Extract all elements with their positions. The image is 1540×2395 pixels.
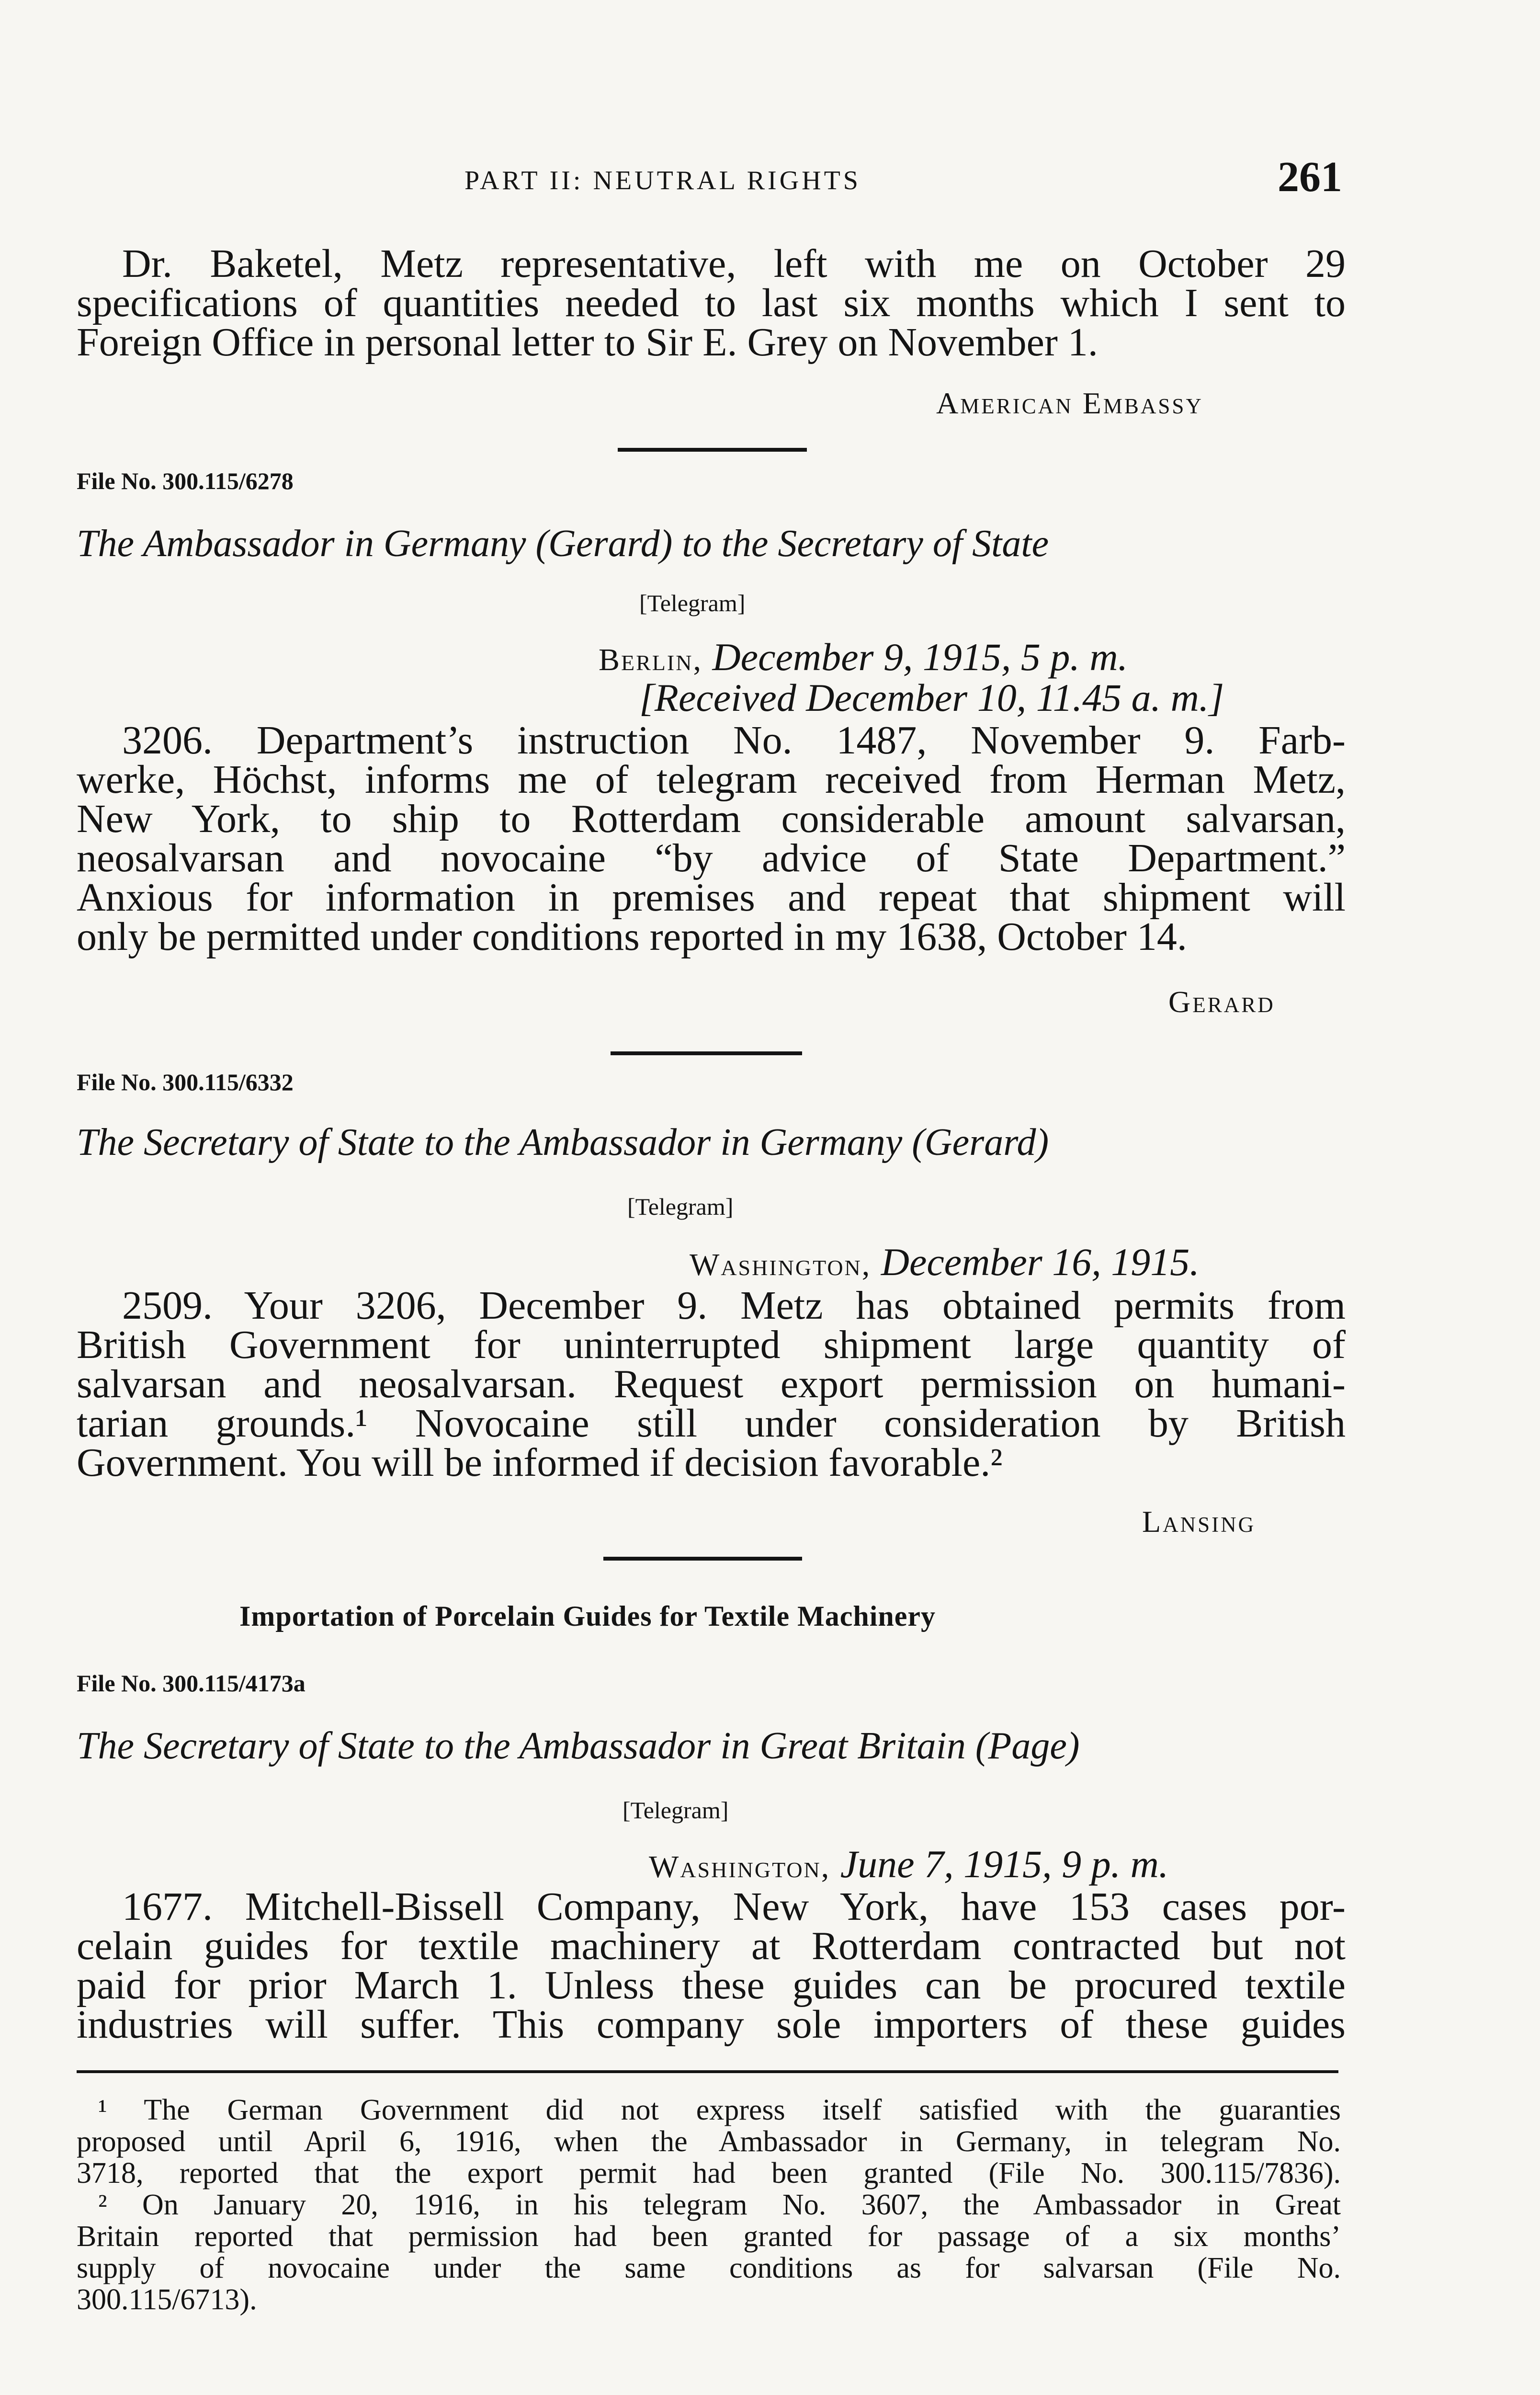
footnote-line: ¹ The German Government did not express itself satisfied with the guaranties <box>98 2094 1341 2126</box>
document-title: The Secretary of State to the Ambassador in Germany (Gerard) <box>77 1121 1049 1163</box>
telegram-label: [Telegram] <box>623 1797 729 1824</box>
file-number: File No. 300.115/4173a <box>77 1670 306 1697</box>
footnote-line: supply of novocaine under the same conditions as for salvarsan (File No. <box>77 2252 1341 2284</box>
signature: American Embassy <box>936 386 1203 420</box>
dateline <box>649 1842 1168 1887</box>
body-line: New York, to ship to Rotterdam considerable amount salvarsan, <box>77 797 1346 841</box>
telegram-label: [Telegram] <box>627 1193 734 1220</box>
body-line: paid for prior March 1. Unless these guides can be procured textile <box>77 1963 1346 2007</box>
footnote-rule <box>77 2070 1338 2073</box>
body-line: werke, Höchst, informs me of telegram received from Herman Metz, <box>77 757 1346 802</box>
body-line: only be permitted under conditions reported in my 1638, October 14. <box>77 914 1187 959</box>
body-line: 2509. Your 3206, December 9. Metz has obtained permits from <box>122 1283 1346 1328</box>
section-rule <box>618 448 807 452</box>
running-head: PART II: NEUTRAL RIGHTS <box>464 166 861 195</box>
body-line: specifications of quantities needed to last six months which I sent to <box>77 281 1346 325</box>
dateline-date: December 9, 1915, 5 p. m. <box>712 635 1128 679</box>
body-line: tarian grounds.¹ Novocaine still under consideration by British <box>77 1401 1346 1446</box>
document-title: The Secretary of State to the Ambassador in Great Britain (Page) <box>77 1725 1080 1767</box>
signature: Gerard <box>1168 985 1275 1019</box>
dateline-date: June 7, 1915, 9 p. m. <box>840 1842 1169 1886</box>
body-line: neosalvarsan and novocaine “by advice of State Department.” <box>77 836 1346 880</box>
signature: Lansing <box>1142 1505 1256 1539</box>
body-line: Government. You will be informed if decision favorable.² <box>77 1440 1003 1485</box>
dateline <box>599 635 1128 680</box>
body-line: Foreign Office in personal letter to Sir E. Grey on November 1. <box>77 320 1098 365</box>
footnote-line: proposed until April 6, 1916, when the Ambassador in Germany, in telegram No. <box>77 2125 1341 2158</box>
footnote-line: 300.115/6713). <box>77 2283 257 2316</box>
dateline-place: Washington, <box>690 1247 872 1282</box>
dateline-place: Berlin, <box>599 642 702 677</box>
page-number: 261 <box>1278 153 1342 201</box>
dateline-date: December 16, 1915. <box>881 1240 1200 1284</box>
file-number: File No. 300.115/6332 <box>77 1069 294 1095</box>
body-line: 1677. Mitchell-Bissell Company, New York, have 153 cases por- <box>122 1884 1346 1929</box>
footnote-line: ² On January 20, 1916, in his telegram No. 3607, the Ambassador in Great <box>98 2189 1341 2221</box>
body-line: salvarsan and neosalvarsan. Request export permission on humani- <box>77 1362 1346 1406</box>
section-rule <box>611 1051 802 1055</box>
body-line: Anxious for information in premises and repeat that shipment will <box>77 875 1346 920</box>
received-line: [Received December 10, 11.45 a. m.] <box>639 676 1224 719</box>
body-line: 3206. Department’s instruction No. 1487, November 9. Farb- <box>122 718 1346 763</box>
telegram-label: [Telegram] <box>639 590 746 616</box>
body-line: British Government for uninterrupted shipment large quantity of <box>77 1323 1346 1367</box>
document-title: The Ambassador in Germany (Gerard) to the Secretary of State <box>77 523 1049 565</box>
body-line: celain guides for textile machinery at Rotterdam contracted but not <box>77 1924 1346 1968</box>
section-rule <box>603 1557 802 1561</box>
dateline-place: Washington, <box>649 1849 831 1884</box>
footnote-line: Britain reported that permission had been granted for passage of a six months’ <box>77 2220 1341 2253</box>
file-number: File No. 300.115/6278 <box>77 468 294 494</box>
footnote-line: 3718, reported that the export permit had been granted (File No. 300.115/7836). <box>77 2157 1341 2190</box>
dateline <box>690 1240 1200 1285</box>
section-heading: Importation of Porcelain Guides for Textile Machinery <box>239 1600 936 1632</box>
body-line: Dr. Baketel, Metz representative, left with me on October 29 <box>122 241 1346 286</box>
body-line: industries will suffer. This company sole importers of these guides <box>77 2002 1346 2047</box>
